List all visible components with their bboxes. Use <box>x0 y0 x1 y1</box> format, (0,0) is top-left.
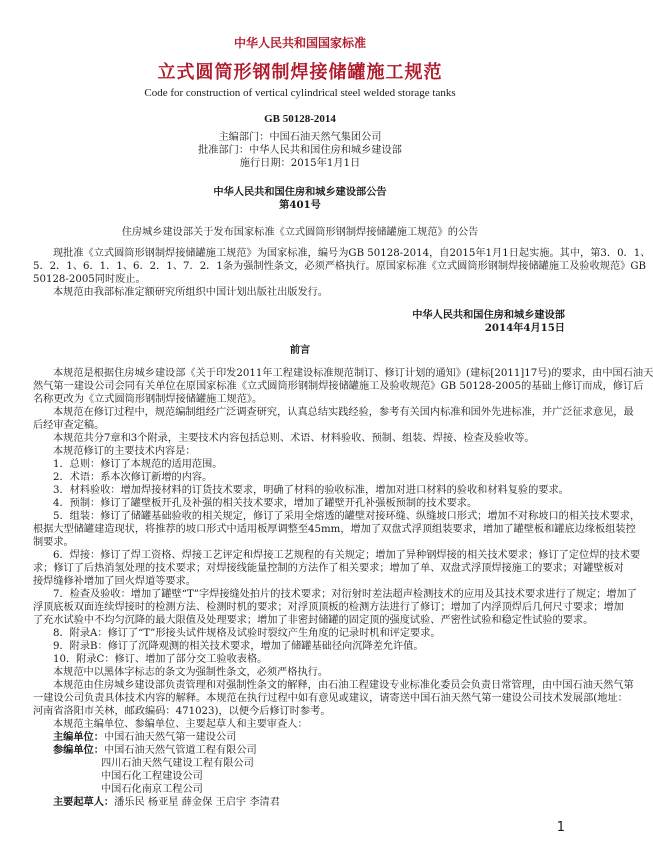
preface-body <box>33 367 653 809</box>
text-line: 现批准《立式圆筒形钢制焊接储罐施工规范》为国家标准，编号为GB 50128-2014，自2015年1月1日起实施。其中，第3．0．1、 <box>53 248 651 259</box>
document-title: 立式圆筒形钢制焊接储罐施工规范 <box>157 62 443 83</box>
announcement-number: 第401号 <box>279 199 321 211</box>
list-item: 5．组装：修订了储罐基础验收的相关规定，修订了采用全熔透的罐壁对接环缝、纵缝坡口形式；增加不对称坡口的相关技术要求， <box>53 511 641 522</box>
page-number: 1 <box>556 820 565 835</box>
text-line: 根据大型储罐建造现状，将推荐的坡口形式中适用板厚调整至45mm，增加了双盘式浮顶组装要求，增加了罐壁板和罐底边缘板组装控 <box>33 524 636 535</box>
text-line: 本规范由我部标准定额研究所组织中国计划出版社出版发行。 <box>53 287 329 298</box>
text-line: 一建设公司负责具体技术内容的解释。本规范在执行过程中如有意见或建议，请寄送中国石油天然气第一建设公司技术发展部(地址： <box>33 693 628 704</box>
list-item: 3．材料验收：增加焊接材料的订货技术要求，明确了材料的验收标准，增加对进口材料的验收和材料复验的要求。 <box>53 485 569 496</box>
text-line: 然气第一建设公司会同有关单位在原国家标准《立式圆筒形钢制焊接储罐施工及验收规范》GB 50128-2005的基础上修订而成，修订后 <box>33 381 644 392</box>
announcement-subject: 住房城乡建设部关于发布国家标准《立式圆筒形钢制焊接储罐施工规范》的公告 <box>121 227 479 238</box>
effective-date: 施行日期：2015年1月1日 <box>239 158 361 169</box>
chief-unit-row <box>33 731 565 744</box>
list-item: 6．焊接：修订了焊工资格、焊接工艺评定和焊接工艺规程的有关规定；增加了异种钢焊接的相关技术要求；修订了定位焊的技术要 <box>53 550 641 561</box>
drafters: 潘乐民 杨亚星 薛金保 王启宇 李清君 <box>114 797 280 808</box>
text-line: 本规范由住房城乡建设部负责管理和对强制性条文的解释，由石油工程建设专业标准化委员会负责日常管理，由中国石油天然气第 <box>53 680 634 691</box>
list-item: 9．附录B：修订了沉降观测的相关技术要求，增加了储罐基础径向沉降差允许值。 <box>53 641 424 652</box>
announcement-issuer: 中华人民共和国住房和城乡建设部公告 <box>213 186 387 198</box>
text-line: 了充水试验中不均匀沉降的最大限值及处理要求；增加了非密封储罐的固定顶的强度试验、严密性试验和稳定性试验的要求。 <box>33 615 594 626</box>
text-line: 本规范是根据住房城乡建设部《关于印发2011年工程建设标准规范制订、修订计划的通知》(建标[2011]17号)的要求，由中国石油天 <box>53 368 653 379</box>
text-line: 后经审查定稿。 <box>33 420 105 431</box>
preface-heading: 前言 <box>289 344 311 356</box>
drafters-row <box>33 796 565 809</box>
text-line: 河南省洛阳市关林，邮政编码：471023)，以便今后修订时参考。 <box>33 706 331 717</box>
text-line: 制要求。 <box>33 537 74 548</box>
announcement-date: 2014年4月15日 <box>484 322 565 334</box>
national-standard-label: 中华人民共和国国家标准 <box>233 36 366 50</box>
text-line: 浮顶底板双面连续焊接时的检测方法、检测时机的要求；对浮顶顶板的检测方法进行了修订；增加了内浮顶焊后几何尺寸要求；增加 <box>33 602 624 613</box>
participating-units-label: 参编单位： <box>53 744 104 756</box>
participating-units-row <box>33 744 565 757</box>
participating-unit: 四川石油天然气建设工程有限公司 <box>101 758 254 769</box>
participating-unit: 中国石化工程建设公司 <box>101 771 203 782</box>
text-line: 名称更改为《立式圆筒形钢制焊接储罐施工规范》。 <box>33 394 263 405</box>
announcement-signature: 中华人民共和国住房和城乡建设部 <box>412 309 565 321</box>
list-item: 8．附录A：修订了“T”形接头试件规格及试验时裂纹产生角度的记录时机和评定要求。 <box>53 628 441 639</box>
text-line: 求；修订了后热消氢处理的技术要求；对焊接线能量控制的方法作了相关要求；增加了单、双盘式浮顶焊接施工的要求；对罐壁板对 <box>33 563 624 574</box>
list-item: 1．总则：修订了本规范的适用范围。 <box>53 459 223 470</box>
text-line: 本规范共分7章和3个附录，主要技术内容包括总则、术语、材料验收、预制、组装、焊接、检查及验收等。 <box>53 433 535 444</box>
chief-unit-label: 主编单位： <box>53 731 104 743</box>
list-item: 10．附录C：修订、增加了部分交工验收表格。 <box>53 654 268 665</box>
text-line: 本规范主编单位、参编单位、主要起草人和主要审查人： <box>53 719 308 730</box>
announcement-body <box>33 247 651 299</box>
participating-unit: 中国石化南京工程公司 <box>101 784 203 795</box>
list-item: 4．预制：修订了罐壁板开孔及补强的相关技术要求，增加了罐壁开孔补强板预制的技术要求。 <box>53 498 478 509</box>
editor-department: 主编部门：中国石油天然气集团公司 <box>218 132 382 143</box>
text-line: 本规范中以黑体字标志的条文为强制性条文，必须严格执行。 <box>53 667 329 678</box>
list-item: 2．术语：系本次修订新增的内容。 <box>53 472 213 483</box>
drafters-label: 主要起草人： <box>53 796 115 808</box>
approver-department: 批准部门：中华人民共和国住房和城乡建设部 <box>198 145 402 156</box>
chief-unit: 中国石油天然气第一建设公司 <box>103 732 237 743</box>
text-line: 50128-2005同时废止。 <box>33 274 146 285</box>
text-line: 本规范修订的主要技术内容是： <box>53 446 196 457</box>
participating-unit: 中国石油天然气管道工程有限公司 <box>103 745 257 756</box>
text-line: 本规范在修订过程中，规范编制组经广泛调查研究，认真总结实践经验，参考有关国内标准和国外先进标准，并广泛征求意见，最 <box>53 407 634 418</box>
text-line: 接焊缝修补增加了回火焊道等要求。 <box>33 576 196 587</box>
text-line: 5．2．1、6．1．1、6．2．1、7．2．1条为强制性条文，必须严格执行。原国家标准《立式圆筒形钢制焊接储罐施工及验收规范》GB <box>33 261 646 272</box>
english-title: Code for construction of vertical cylindrical steel welded storage tanks <box>144 87 456 99</box>
list-item: 7．检查及验收：增加了罐壁“T”字焊接缝处拍片的技术要求；对衍射时差法超声检测技术的应用及其技术要求进行了规定；增加了 <box>53 589 637 600</box>
standard-code: GB 50128-2014 <box>264 113 336 125</box>
